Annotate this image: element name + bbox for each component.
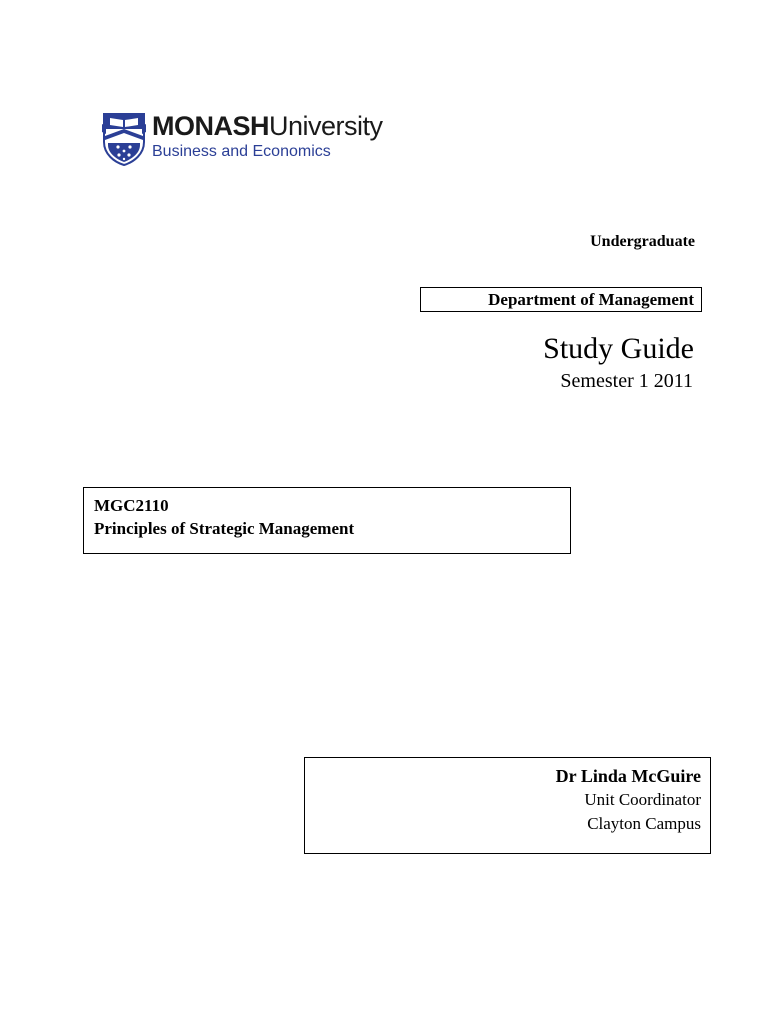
coordinator-name: Dr Linda McGuire — [555, 766, 701, 786]
document-title: Study Guide — [543, 332, 694, 365]
logo-brand-bold: MONASH — [152, 111, 269, 141]
unit-title: Principles of Strategic Management — [94, 519, 355, 538]
department-box — [420, 287, 702, 312]
department-name: Department of Management — [488, 290, 694, 309]
study-level: Undergraduate — [590, 233, 695, 250]
unit-code: MGC2110 — [94, 496, 169, 515]
logo-wordmark — [152, 110, 383, 142]
semester-label: Semester 1 2011 — [560, 370, 693, 392]
monash-logo — [102, 110, 432, 168]
coordinator-box — [304, 757, 711, 854]
logo-brand-regular: University — [269, 111, 383, 141]
coordinator-campus: Clayton Campus — [587, 814, 701, 833]
monash-crest-icon — [102, 112, 146, 166]
logo-subtitle: Business and Economics — [152, 143, 331, 160]
unit-box — [83, 487, 571, 554]
coordinator-role: Unit Coordinator — [584, 790, 701, 809]
